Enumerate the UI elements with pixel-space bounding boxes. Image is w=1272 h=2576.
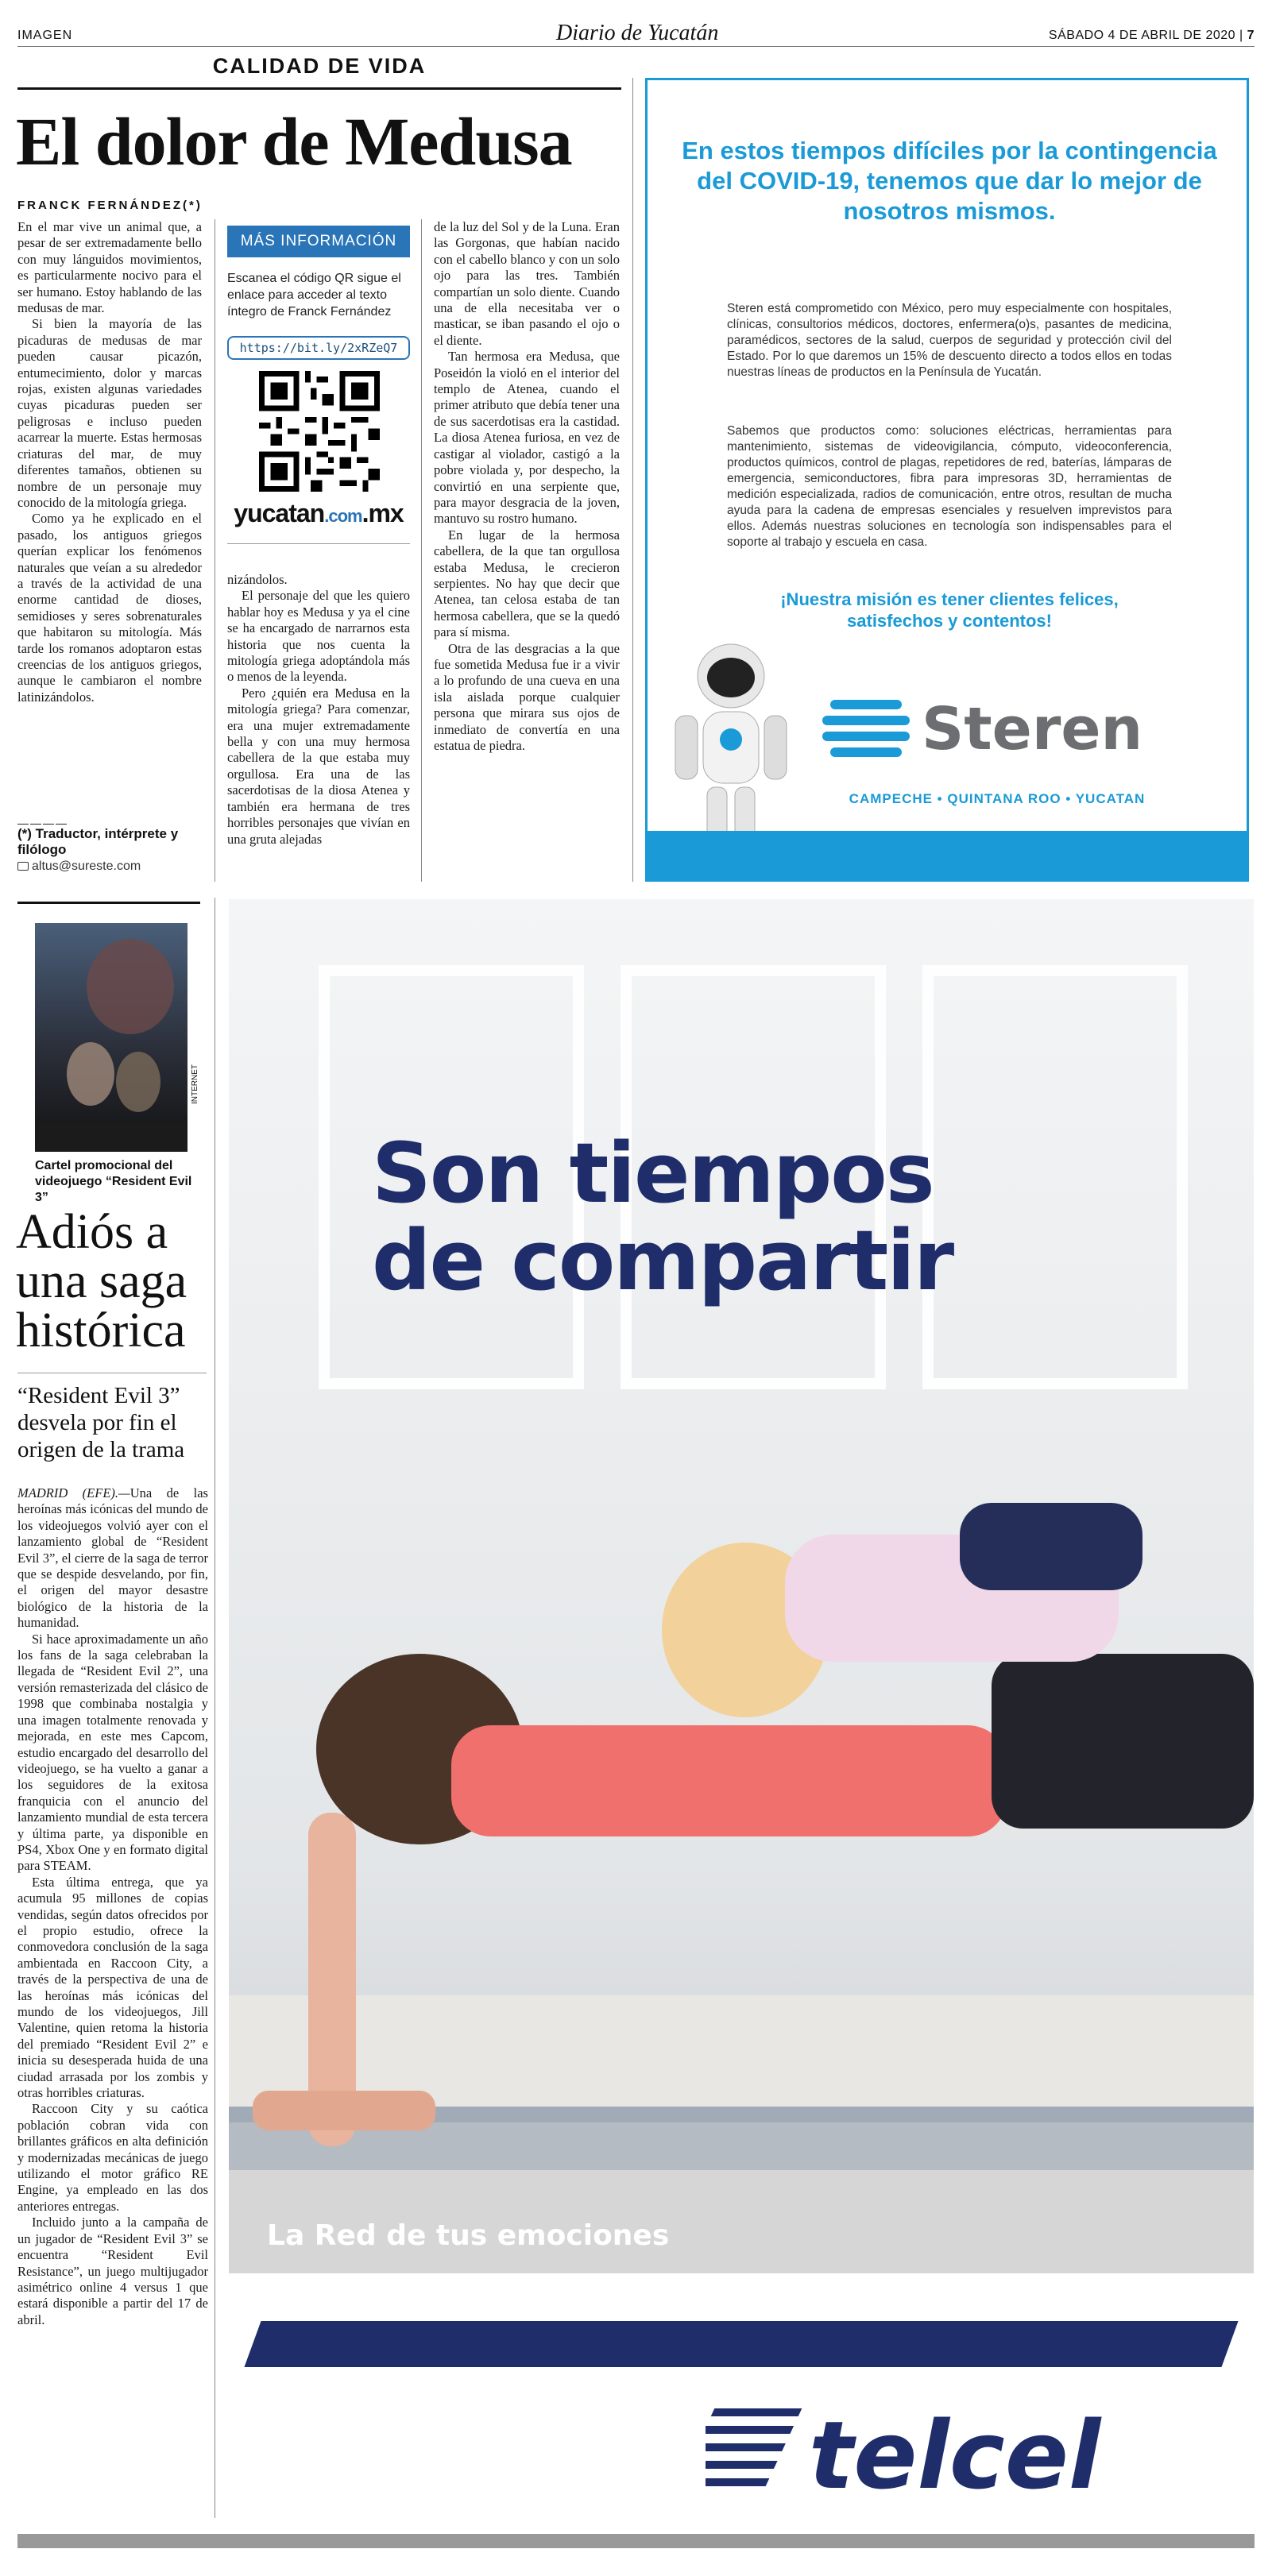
- ad-paragraph: Sabemos que productos como: soluciones eléctricas, herramientas para mantenimiento, sistemas de videovigilancia, cómputo, videoconferencia, productos químicos, control de plagas, repetidores de red, baterías, lámparas de emergencia, semiconductores, fibra para impresoras 3D, herramientas de medición especializada, radios de comunicación, entre otros, resultan de mucha ayuda para la cadena de empresas esenciales y resuelven imprevistos para ellos. Además nuestras soluciones en tecnología son indispensables para el soporte al trabajo y escuela en casa.: [727, 424, 1172, 549]
- more-info-link[interactable]: https://bit.ly/2xRZeQ7: [227, 336, 410, 360]
- article-subheadline: “Resident Evil 3” desvela por fin el origen de la trama: [17, 1383, 185, 1462]
- dateline: MADRID (EFE).—: [17, 1485, 130, 1500]
- article-column-2: [227, 572, 410, 882]
- steren-advertisement[interactable]: [645, 78, 1249, 882]
- paragraph: Como ya he explicado en el pasado, los antiguos griegos querían explicar los fenómenos naturales que veían a su alrededor a través de la actividad de una enorme cantidad de dioses, semidioses y seres sobrenaturales que habitaron su mitología. Más tarde los romanos adoptaron estas creencias de los antiguos griegos, aunque le cambiaron el nombre latinizándolos.: [17, 511, 202, 705]
- ad-paragraph: Steren está comprometido con México, pero muy especialmente con hospitales, clínicas, consultorios médicos, doctores, enfermera(o)s, pasantes de medicina, paramédicos, sectores de la salud, cuerpos de seguridad y protección civil del Estado. Por lo que daremos un 15% de descuento directo a todos ellos en todas nuestras líneas de productos en la Península de Yucatán.: [727, 302, 1172, 379]
- qr-code-icon[interactable]: [259, 371, 380, 492]
- mail-icon: [17, 862, 29, 871]
- email-text: altus@sureste.com: [32, 859, 141, 873]
- article-headline: El dolor de Medusa: [16, 103, 572, 180]
- headline-line: Son tiempos: [372, 1125, 934, 1222]
- paragraph: Si bien la mayoría de las picaduras de medusas de mar pueden causar picazón, entumecimiento, dolor y marcas rojas, existen algunas variedades cuyas picaduras pueden ser peligrosas e incluso pueden acarrear la muerte. Estas hermosas criaturas del mar, de muy diferentes tamaños, obtienen su nombre de un personaje muy conocido de la mitología griega.: [17, 316, 202, 510]
- section-title: CALIDAD DE VIDA: [212, 54, 427, 78]
- newspaper-logo[interactable]: Diario de Yucatán: [556, 21, 719, 45]
- paragraph: Pero ¿quién era Medusa en la mitología griega? Para comenzar, era una mujer extremadamente bella y con una muy hermosa cabellera de la que estaba muy orgullosa. Era una de las sacerdotisas de la diosa Atenea y también era hermana de tres horribles personajes que vivían en una gruta alejadas: [227, 685, 410, 847]
- ad-states: CAMPECHE • QUINTANA ROO • YUCATAN: [849, 791, 1146, 806]
- column-divider: [632, 78, 633, 882]
- site-domain: .com: [324, 506, 362, 526]
- paragraph: Otra de las desgracias a la que fue sometida Medusa fue ir a vivir a lo profundo de una cueva en una isla aislada porque cualquier persona que mirara sus ojos de inmediato de convertía en una estatua de piedra.: [434, 640, 620, 753]
- brand-text: Steren: [922, 695, 1143, 763]
- header-divider: [17, 46, 1255, 47]
- ad-headline: En estos tiempos difíciles por la contingencia del COVID-19, tenemos que dar lo mejor de nosotros mismos.: [682, 137, 1217, 225]
- paragraph: [17, 1485, 208, 1632]
- ad-headline: [372, 1125, 1166, 1309]
- paragraph: Raccoon City y su caótica población cobran vida con brillantes gráficos en alta definición y modernizadas mecánicas de juego utilizando el motor gráfico RE Engine, ya empleado en las dos anteriores entregas.: [17, 2101, 208, 2214]
- photo-credit: INTERNET: [191, 1064, 199, 1104]
- more-info-text: Escanea el código QR sigue el enlace para acceder al texto íntegro de Franck Fernández: [227, 272, 401, 319]
- author-credit: (*) Traductor, intérprete y filólogo: [17, 826, 179, 857]
- date-text: SÁBADO 4 DE ABRIL DE 2020: [1048, 29, 1236, 42]
- page-footer-bar: [17, 2534, 1255, 2548]
- page-number: 7: [1247, 29, 1255, 42]
- more-info-divider: [227, 543, 410, 544]
- section-divider: [17, 87, 621, 90]
- paragraph: Tan hermosa era Medusa, que Poseidón la violó en el interior del templo de Atenea, cuando el primer atributo que debía tener una de sus sacerdotisas era la castidad. La diosa Atenea furiosa, en vez de castigar al violador, castigó a la pobre violada y, por despecho, la convirtió en una serpiente que, para mayor desgracia de la joven, mantuvo su rostro humano.: [434, 349, 620, 527]
- article-column-3: [434, 219, 620, 882]
- article-byline: FRANCK FERNÁNDEZ(*): [17, 199, 203, 212]
- page-date: SÁBADO 4 DE ABRIL DE 2020 | 7: [1048, 29, 1255, 42]
- article-column: [17, 1485, 208, 2510]
- photo-caption: Cartel promocional del videojuego “Resident Evil 3”: [35, 1159, 192, 1204]
- signature-rule: ————: [17, 817, 68, 829]
- telcel-advertisement[interactable]: [229, 899, 1254, 2512]
- paragraph-text: Una de las heroínas más icónicas del mundo de los videojuegos volvió ayer con el lanzamiento global de “Resident Evil 3”, el cierre de la saga de terror que se despide desvelando, por fin, el origen del mayor desastre biológico de la historia de la humanidad.: [17, 1485, 208, 1631]
- ad-mission: ¡Nuestra misión es tener clientes felices, satisfechos y contentos!: [780, 589, 1119, 631]
- more-info-header: MÁS INFORMACIÓN: [227, 226, 410, 257]
- paragraph: En el mar vive un animal que, a pesar de ser extremadamente bello con muy lánguidos movimientos, es particularmente nocivo para el ser humano. Estoy hablando de las medusas de mar.: [17, 219, 202, 316]
- paragraph: Si hace aproximadamente un año los fans de la saga celebraban la llegada de “Resident Evil 2”, una versión remasterizada del clásico de 1998 que combinaba nostalgia y una imagen totalmente renovada y mejorada, en este mes Capcom, estudio encargado del desarrollo del videojuego, se ha vuelto a ganar a los seguidores de la exitosa franquicia con el anuncio del lanzamiento mundial de esta tercera y última parte, ya disponible en PS4, Xbox One y en formato digital para STEAM.: [17, 1631, 208, 1874]
- paragraph: Incluido junto a la campaña de un jugador de “Resident Evil 3” se encuentra “Resident Evil Resistance”, un juego multijugador asimétrico online 4 versus 1 que estará disponible a partir del 17 de abril.: [17, 2215, 208, 2327]
- headline-line: de compartir: [372, 1212, 953, 1309]
- article-headline: Adiós a una saga histórica: [16, 1205, 188, 1358]
- author-email[interactable]: [17, 859, 141, 874]
- site-name: yucatan: [234, 499, 325, 527]
- yucatan-site-logo[interactable]: [227, 499, 410, 528]
- paragraph: El personaje del que les quiero hablar hoy es Medusa y ya el cine se ha encargado de narrarnos esta historia que nos cuenta la mitología griega adoptándola más o menos de la leyenda.: [227, 588, 410, 685]
- resident-evil-poster[interactable]: [35, 923, 188, 1152]
- section-divider: [17, 902, 200, 904]
- mother-child-plank-photo: [229, 899, 1254, 2273]
- ad-tagline: La Red de tus emociones: [267, 2219, 670, 2252]
- paragraph: nizándolos.: [227, 572, 288, 587]
- telcel-logo: [706, 2377, 1182, 2512]
- paragraph: Esta última entrega, que ya acumula 95 millones de copias vendidas, según datos ofrecidos por el propio estudio, ofrece la conmovedora conclusión de la saga ambientada en Raccoon City, a través de la perspectiva de una de las heroínas más icónicas del mundo de los videojuegos, Jill Valentine, quien retoma la historia del premiado “Resident Evil 2” e inicia su desesperada huida de una ciudad arrasada por los zombis y otras horribles criaturas.: [17, 1874, 208, 2101]
- column-divider: [421, 219, 422, 882]
- article-column-1: [17, 219, 202, 790]
- paragraph: de la luz del Sol y de la Luna. Eran las Gorgonas, que habían nacido con el cabello blanco y con un solo ojo para las tres. También compartían un solo diente. Cuando una de ella necesitaba ver o masticar, se iban pasando el ojo o el diente.: [434, 219, 620, 348]
- ad-footer-bar: [648, 831, 1249, 882]
- site-tld: .mx: [361, 499, 404, 527]
- ad-brand-bar: [244, 2321, 1238, 2367]
- section-label: IMAGEN: [17, 29, 73, 42]
- steren-logo: [822, 684, 1172, 779]
- paragraph: En lugar de la hermosa cabellera, de la que tan orgullosa estaba Medusa, le crecieron serpientes. No hay que decir que Atenea, tan celosa estaba de tan hermosa cabellera, que se la quedó para sí misma.: [434, 527, 620, 640]
- brand-text: telcel: [809, 2400, 1101, 2510]
